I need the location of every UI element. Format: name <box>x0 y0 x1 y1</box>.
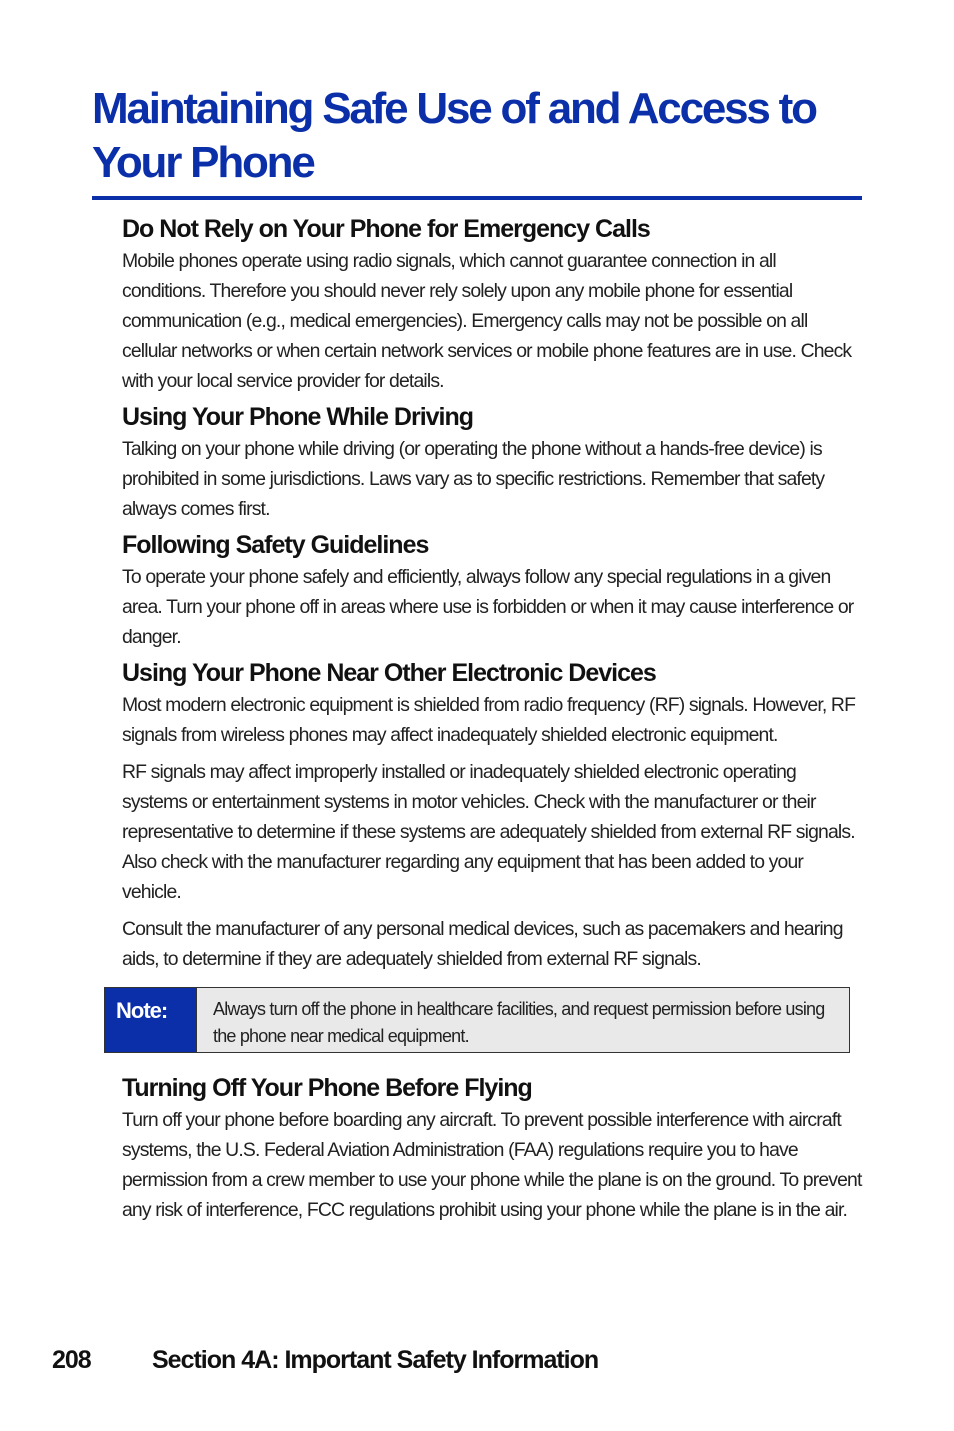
section-heading: Using Your Phone While Driving <box>122 403 474 431</box>
page-footer <box>52 1346 752 1375</box>
section-heading: Following Safety Guidelines <box>122 531 429 559</box>
page-number: 208 <box>52 1346 91 1374</box>
section-paragraph: Consult the manufacturer of any personal medical devices, such as pacemakers and hearing aids, to determine if they are adequately shielded from external RF signals. <box>122 918 843 970</box>
section-heading: Turning Off Your Phone Before Flying <box>122 1074 532 1102</box>
section-flying <box>122 1071 862 1225</box>
note-label: Note: <box>105 988 196 1052</box>
section-heading: Do Not Rely on Your Phone for Emergency Calls <box>122 215 650 243</box>
section-paragraph: To operate your phone safely and efficiently, always follow any special regulations in a given area. Turn your phone off in areas where use is forbidden or when it may cause interference or danger. <box>122 566 854 648</box>
page-title: Maintaining Safe Use of and Access to Your Phone <box>92 84 816 187</box>
section-safety-guidelines <box>122 528 862 652</box>
section-electronic-devices <box>122 656 862 974</box>
section-paragraph: RF signals may affect improperly installed or inadequately shielded electronic operating systems or entertainment systems in motor vehicles. Check with the manufacturer or their representative to determine if these systems are adequately shielded from external RF signals. Also check with the manufacturer regarding any equipment that has been added to your vehicle. <box>122 761 855 903</box>
main-content <box>122 212 862 974</box>
note-box <box>104 987 850 1053</box>
title-rule <box>92 196 862 200</box>
section-paragraph: Mobile phones operate using radio signals, which cannot guarantee connection in all conditions. Therefore you should never rely solely upon any mobile phone for essential communication (e.g., medical emergencies). Emergency calls may not be possible on all cellular networks or when certain network services or mobile phone features are in use. Check with your local service provider for details. <box>122 250 852 392</box>
note-text: Always turn off the phone in healthcare facilities, and request permission before using the phone near medical equipment. <box>196 988 849 1052</box>
section-paragraph: Most modern electronic equipment is shielded from radio frequency (RF) signals. However, RF signals from wireless phones may affect inadequately shielded electronic equipment. <box>122 694 856 746</box>
flying-content <box>122 1071 862 1225</box>
section-driving <box>122 400 862 524</box>
section-paragraph: Turn off your phone before boarding any aircraft. To prevent possible interference with aircraft systems, the U.S. Federal Aviation Administration (FAA) regulations require you to have permission from a crew member to use your phone while the plane is on the ground. To prevent any risk of interference, FCC regulations prohibit using your phone while the plane is in the air. <box>122 1109 862 1221</box>
footer-section-title: Section 4A: Important Safety Information <box>152 1346 599 1374</box>
section-paragraph: Talking on your phone while driving (or operating the phone without a hands-free device) is prohibited in some jurisdictions. Laws vary as to specific restrictions. Remember that safety always comes first. <box>122 438 825 520</box>
section-heading: Using Your Phone Near Other Electronic Devices <box>122 659 656 687</box>
section-emergency-calls <box>122 212 862 396</box>
